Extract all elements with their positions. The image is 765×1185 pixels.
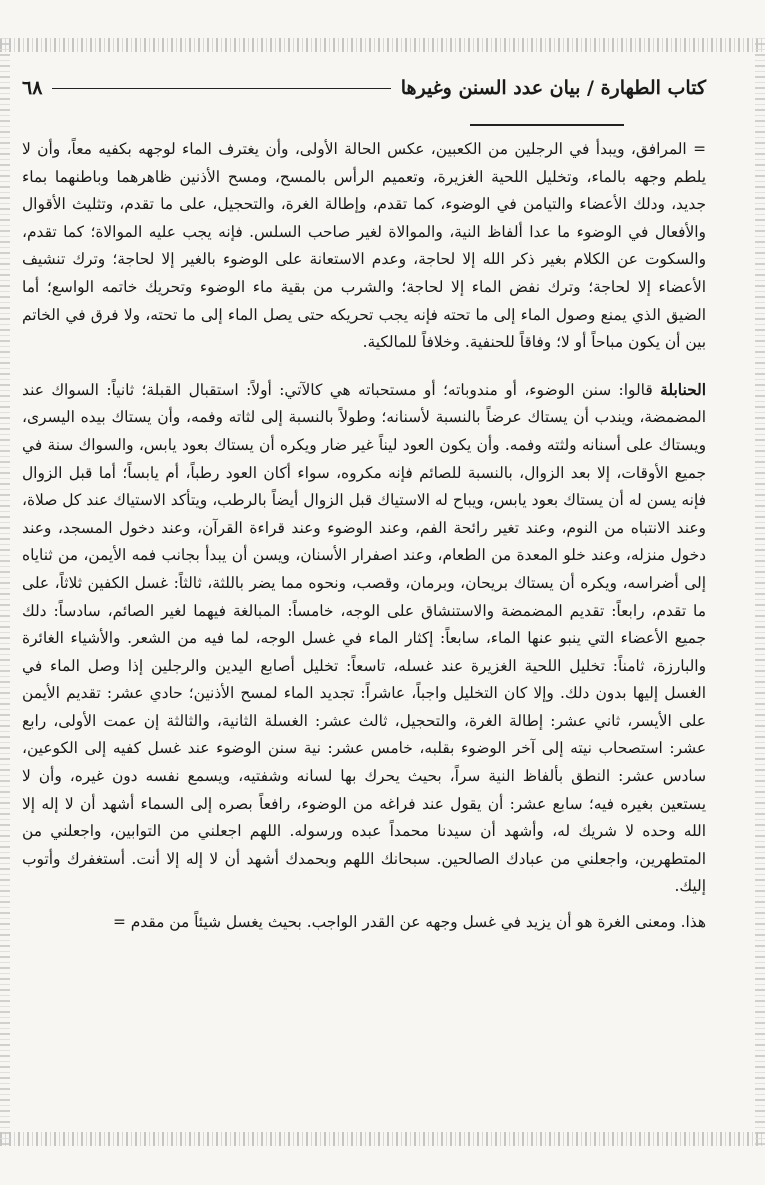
header-rule	[52, 88, 390, 89]
paragraph-gap	[22, 357, 706, 377]
book-page	[22, 70, 706, 1130]
school-name: الحنابلة	[660, 380, 706, 399]
footnote-rule	[470, 124, 624, 126]
page-number: ٦٨	[22, 77, 43, 99]
page-border-bottom	[0, 1132, 765, 1146]
page-border-top	[0, 38, 765, 52]
paragraph-3: هذا. ومعنى الغرة هو أن يزيد في غسل وجهه عن القدر الواجب. بحيث يغسل شيئاً من مقدم =	[112, 913, 706, 932]
running-header	[22, 70, 706, 106]
paragraph-2-text: قالوا: سنن الوضوء، أو مندوباته؛ أو مستحباته هي كالآتي: أولاً: استقبال القبلة؛ ثانياً: السواك عند المضمضة، ويندب أن يستاك عرضاً بالنسبة لأسنانه؛ وطولاً بالنسبة إلى لثاته وفمه، وأن يستاك بيده اليسرى، ويستاك على أسنانه ولثته وفمه. وأن يكون العود ليناً غير ضار ويكره أن يستاك بعود يابس، والسواك سنة في جميع الأوقات، إلا بعد الزوال، بالنسبة للصائم فإنه مكروه، سواء أكان العود رطباً، أم يابساً؛ أما قبل الزوال فإنه يسن له أن يستاك بعود يابس، ويباح له الاستياك قبل الزوال أيضاً بالرطب، ويتأكد الاستياك عند كل صلاة، وعند الانتباه من النوم، وعند تغير رائحة الفم، وعند الوضوء وعند قراءة القرآن، وعند دخول المسجد، وعند دخول منزله، وعند خلو المعدة من الطعام، وعند اصفرار الأسنان، ويسن أن يبدأ بجانب فمه الأيمن، من ثناياه إلى أضراسه، ويكره أن يستاك بريحان، وبرمان، وقصب، ونحوه مما يضر باللثة، ثالثاً: غسل الكفين ثلاثاً، على ما تقدم، رابعاً: تقديم المضمضة والاستنشاق على الوجه، خامساً: المبالغة فيهما لغير الصائم، سادساً: دلك جميع الأعضاء التي ينبو عنها الماء، سابعاً: إكثار الماء في غسل الوجه، لما فيه من الشعر. والأشياء الغائرة والبارزة، ثامناً: تخليل اللحية الغزيرة عند غسله، تاسعاً: تخليل أصابع اليدين والرجلين إذا وصل الماء في الغسل إليها بدون دلك. وإلا كان التخليل واجباً، عاشراً: تجديد الماء لمسح الأذنين؛ حادي عشر: تقديم الأيمن على الأيسر، ثاني عشر: إطالة الغرة، والتحجيل، ثالث عشر: الغسلة الثانية، والثالثة إن عمت الأولى، رابع عشر: استصحاب نيته إلى آخر الوضوء بقلبه، خامس عشر: نية سنن الوضوء عند غسل كفيه إلى الكوعين، سادس عشر: النطق بألفاظ النية سراً، بحيث يحرك بها لسانه وشفتيه، ويسمع نفسه دون غيره، وأن لا يستعين بغيره فيه؛ سابع عشر: أن يقول عند فراغه من الوضوء، رافعاً بصره إلى السماء أشهد أن لا إله إلا الله وحده لا شريك له، وأشهد أن سيدنا محمداً عبده ورسوله. اللهم اجعلني من التوابين، واجعلني من المتطهرين، واجعلني من عبادك الصالحين. سبحانك اللهم وبحمدك أشهد أن لا إله إلا أنت. أستغفرك وأتوب إليك.	[22, 380, 706, 896]
page-border-left	[0, 38, 10, 1145]
book-title: كتاب الطهارة / بيان عدد السنن وغيرها	[400, 77, 706, 99]
paragraph-2	[22, 377, 706, 901]
paragraph-1: = المرافق، ويبدأ في الرجلين من الكعبين، عكس الحالة الأولى، وأن يغترف الماء لوجهه بكفيه معاً، وأن لا يلطم وجهه بالماء، وتخليل اللحية الغزيرة، وتعميم الرأس بالمسح، ومسح الأذنين ظاهرهما وباطنهما بماء جديد، ودلك الأعضاء والتيامن في الوضوء، كما تقدم، وإطالة الغرة، والتحجيل، على ما تقدم، وتثليث الأقوال والأفعال في الوضوء ما عدا ألفاظ النية، والموالاة لغير صاحب السلس. فإنه يجب عليه الموالاة؛ كما تقدم، والسكوت عن الكلام بغير ذكر الله إلا لحاجة، وعدم الاستعانة على الوضوء بالغير إلا لحاجة؛ وترك تنشيف الأعضاء إلا لحاجة؛ وترك نفض الماء إلا لحاجة؛ والشرب من بقية ماء الوضوء وتحريك خاتمه الواسع؛ أما الضيق الذي يمنع وصول الماء إلى ما تحته فإنه يجب تحريكه حتى يصل الماء إلى ما تحته، ولا فرق في الخاتم بين أن يكون مباحاً أو لا؛ وفاقاً للحنفية. وخلافاً للمالكية.	[22, 140, 706, 352]
page-border-right	[755, 38, 765, 1145]
body-text	[22, 136, 706, 937]
